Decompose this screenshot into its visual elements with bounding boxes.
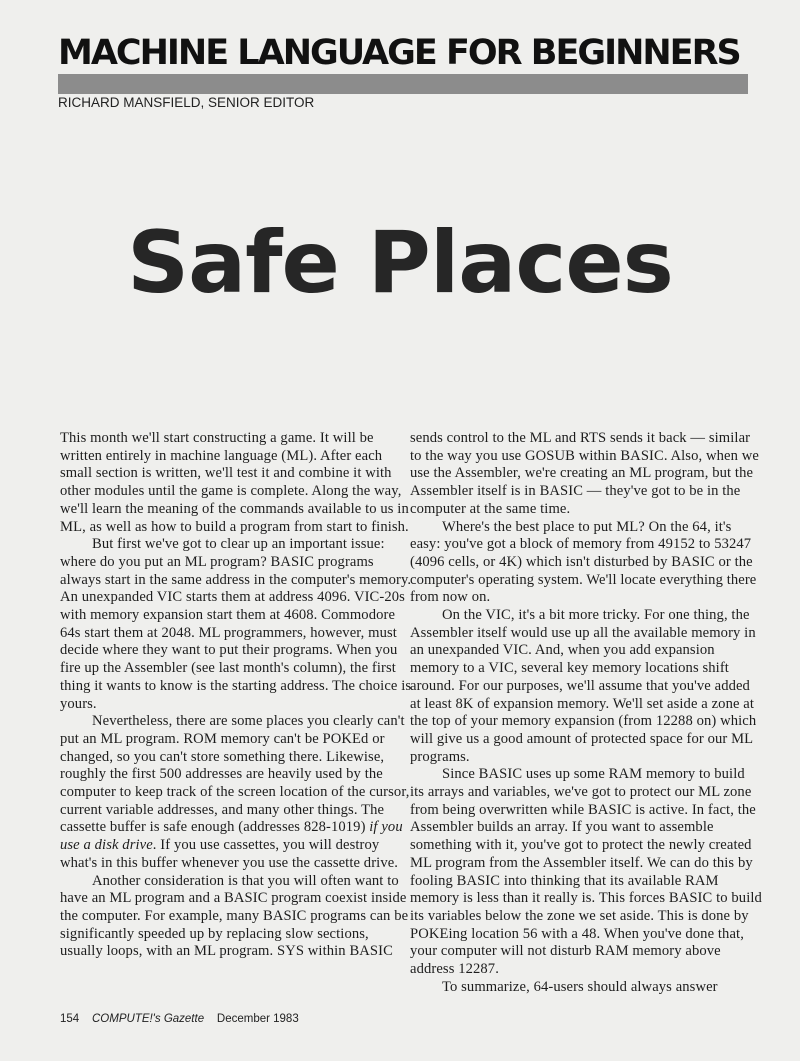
body-paragraph	[60, 713, 412, 872]
article-headline: Safe Places	[127, 213, 673, 313]
page-footer	[60, 1013, 299, 1025]
paragraph-text: . If you use cassettes, you will destroy what's in this buffer whenever you use the cassette drive.	[60, 837, 399, 871]
paragraph-text: This month we'll start constructing a game. It will be written entirely in machine language (ML). After each small section is written, we'll test it and combine it with other modules until the game is complete. Along the way, we'll learn the meaning of the commands available to us in ML, as well as how to build a program from start to finish.	[60, 430, 409, 535]
paragraph-text: Since BASIC uses up some RAM memory to build its arrays and variables, we've got to protect our ML zone from being overwritten while BASIC is active. In fact, the Assembler builds an array. If you want to assemble something with it, you've got to protect the newly created ML program from the Assembler itself. We can do this by fooling BASIC into thinking that its available RAM memory is less than it really is. This forces BASIC to build its variables below the zone we set aside. This is done by POKEing location 56 with a 48. When you've done that, your computer will not disturb RAM memory above address 12287.	[410, 766, 762, 978]
magazine-name: COMPUTE!'s Gazette	[91, 1013, 205, 1025]
title-rule	[58, 74, 748, 94]
left-column	[60, 430, 412, 961]
body-paragraph	[60, 430, 412, 536]
body-paragraph	[410, 430, 762, 519]
issue-date: December 1983	[216, 1013, 299, 1025]
italic-text: if you use a disk drive	[60, 819, 403, 854]
paragraph-text: Where's the best place to put ML? On the 64, it's easy: you've got a block of memory from 49152 to 53247 (4096 cells, or 4K) which isn't disturbed by BASIC or the computer's operating system. We'll locate everything there from now on.	[410, 518, 757, 606]
body-paragraph	[410, 607, 762, 766]
body-paragraph	[410, 519, 762, 608]
paragraph-text: On the VIC, it's a bit more tricky. For one thing, the Assembler itself would use up all the available memory in an unexpanded VIC. And, when you add expansion memory to a VIC, several key memory locations shift around. For our purposes, we'll assume that you've added at least 8K of expansion memory. We'll set aside a zone at the top of your memory expansion (from 12288 on) which will give us a good amount of protected space for our ML programs.	[410, 607, 757, 765]
right-column	[410, 430, 762, 997]
paragraph-text: To summarize, 64-users should always answer	[442, 978, 718, 995]
paragraph-text: Nevertheless, there are some places you clearly can't put an ML program. ROM memory can't be POKEd or changed, so you can't store something there. Likewise, roughly the first 500 addresses are heavily used by the computer to keep track of the screen location of the cursor, current variable addresses, and many other things. The cassette buffer is safe enough (addresses 828-1019)	[60, 713, 410, 836]
body-paragraph	[410, 979, 762, 997]
paragraph-text: Another consideration is that you will often want to have an ML program and a BASIC program coexist inside the computer. For example, many BASIC programs can be significantly speeded up by replacing slow sections, usually loops, with an ML program. SYS within BASIC	[60, 872, 409, 960]
page-number: 154	[60, 1013, 80, 1025]
paragraph-text: sends control to the ML and RTS sends it back — similar to the way you use GOSUB within BASIC. Also, when we use the Assembler, we're creating an ML program, but the Assembler itself is in BASIC — they've got to be in the computer at the same time.	[410, 430, 759, 517]
byline: RICHARD MANSFIELD, SENIOR EDITOR	[58, 95, 315, 110]
body-paragraph	[410, 766, 762, 978]
paragraph-text: But first we've got to clear up an important issue: where do you put an ML program? BASIC programs always start in the same address in the computer's memory. An unexpanded VIC starts them at address 4096. VIC-20s with memory expansion start them at 4608. Commodore 64s start them at 2048. ML programmers, however, must decide where they want to put their programs. When you fire up the Assembler (see last month's column), the first thing it wants to know is the starting address. The choice is yours.	[60, 536, 412, 712]
body-paragraph	[60, 873, 412, 962]
body-paragraph	[60, 536, 412, 713]
column-title: MACHINE LANGUAGE FOR BEGINNERS	[58, 33, 740, 73]
